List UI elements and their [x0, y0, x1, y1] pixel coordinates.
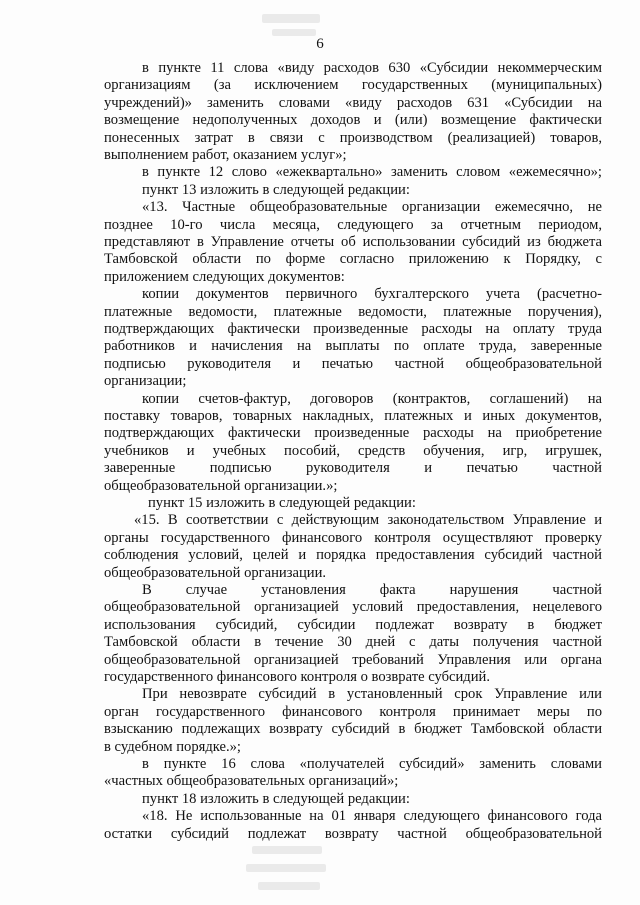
bottom-stamp-mark: [252, 846, 322, 854]
document-line: При невозврате субсидий в установленный срок Управление или: [142, 686, 602, 703]
document-line: работников и начисления на выплаты по оплате труда, заверенные: [104, 338, 602, 355]
document-line: «13. Частные общеобразовательные организации ежемесячно, не: [142, 199, 602, 216]
document-line: в судебном порядке.»;: [104, 738, 241, 755]
document-line: Тамбовской области в течение 30 дней с даты получения частной: [104, 634, 602, 651]
document-line: учебников и учебных пособий, средств обучения, игр, игрушек,: [104, 442, 602, 459]
document-line: общеобразовательной организации.: [104, 564, 327, 581]
top-stamp-mark: [262, 14, 320, 23]
document-line: орган государственного финансового контроля принимает меры по: [104, 703, 602, 720]
document-line: общеобразовательной организацией требований Управления или органа: [104, 651, 602, 668]
document-line: в пункте 12 слово «ежеквартально» заменить словом «ежемесячно»;: [142, 164, 602, 181]
document-line: возмещение недополученных доходов и (или) возмещение фактически: [104, 112, 602, 129]
top-stamp-mark: [272, 29, 316, 36]
document-line: «частных общеобразовательных организаций»;: [104, 773, 399, 790]
document-line: органы государственного финансового контроля осуществляют проверку: [104, 529, 602, 546]
document-line: пункт 15 изложить в следующей редакции:: [148, 495, 416, 511]
document-line: платежные ведомости, платежные ведомости, платежные поручения),: [104, 303, 602, 320]
document-line: общеобразовательной организации.»;: [104, 477, 338, 494]
document-line: остатки субсидий подлежат возврату частной общеобразовательной: [104, 825, 602, 842]
document-line: в пункте 16 слова «получателей субсидий» заменить словами: [142, 756, 602, 772]
document-line: копии счетов-фактур, договоров (контрактов, соглашений) на: [142, 390, 602, 407]
document-line: копии документов первичного бухгалтерского учета (расчетно-: [142, 286, 602, 303]
document-line: государственного финансового контроля о возврате субсидий.: [104, 669, 490, 685]
document-line: подтверждающих фактически произведенные расходы на оплату труда: [104, 321, 602, 337]
document-line: пункт 13 изложить в следующей редакции:: [142, 181, 410, 198]
document-line: поставку товаров, товарных накладных, платежных и иных документов,: [104, 408, 602, 424]
document-line: заверенные подписью руководителя и печатью частной: [104, 460, 602, 477]
page-number: 6: [316, 36, 324, 52]
document-line: пункт 18 изложить в следующей редакции:: [142, 790, 410, 807]
document-line: В случае установления факта нарушения частной: [142, 582, 602, 598]
document-line: Тамбовской области по форме согласно приложению к Порядку, с: [104, 251, 602, 268]
document-line: учреждений)» заменить словами «виду расходов 631 «Субсидии на: [104, 94, 602, 111]
document-line: организации;: [104, 373, 187, 390]
document-line: позднее 10-го числа месяца, следующего за отчетным периодом,: [104, 216, 602, 233]
document-line: понесенных затрат в связи с производством (реализацией) товаров,: [104, 129, 602, 146]
document-line: «15. В соответствии с действующим законодательством Управление и: [134, 512, 602, 529]
document-line: общеобразовательной организацией условий предоставления, нецелевого: [104, 599, 602, 616]
document-line: выполнением работ, оказанием услуг»;: [104, 147, 347, 163]
document-line: взысканию подлежащих возврату субсидий в бюджет Тамбовской области: [104, 721, 602, 738]
document-line: представляют в Управление отчеты об использовании субсидий из бюджета: [104, 234, 602, 250]
document-line: организациям (за исключением государственных (муниципальных): [104, 77, 602, 94]
document-line: подписью руководителя и печатью частной общеобразовательной: [104, 355, 602, 372]
bottom-stamp-mark: [246, 864, 326, 872]
document-line: соблюдения условий, целей и порядка предоставления субсидий частной: [104, 547, 602, 564]
bottom-stamp-mark: [258, 882, 320, 890]
document-line: использования субсидий, субсидии подлежат возврату в бюджет: [104, 616, 602, 633]
document-line: «18. Не использованные на 01 января следующего финансового года: [142, 808, 602, 825]
document-line: в пункте 11 слова «виду расходов 630 «Субсидии некоммерческим: [142, 60, 602, 76]
document-line: приложением следующих документов:: [104, 268, 345, 285]
document-line: подтверждающих фактически произведенные расходы на приобретение: [104, 425, 602, 442]
